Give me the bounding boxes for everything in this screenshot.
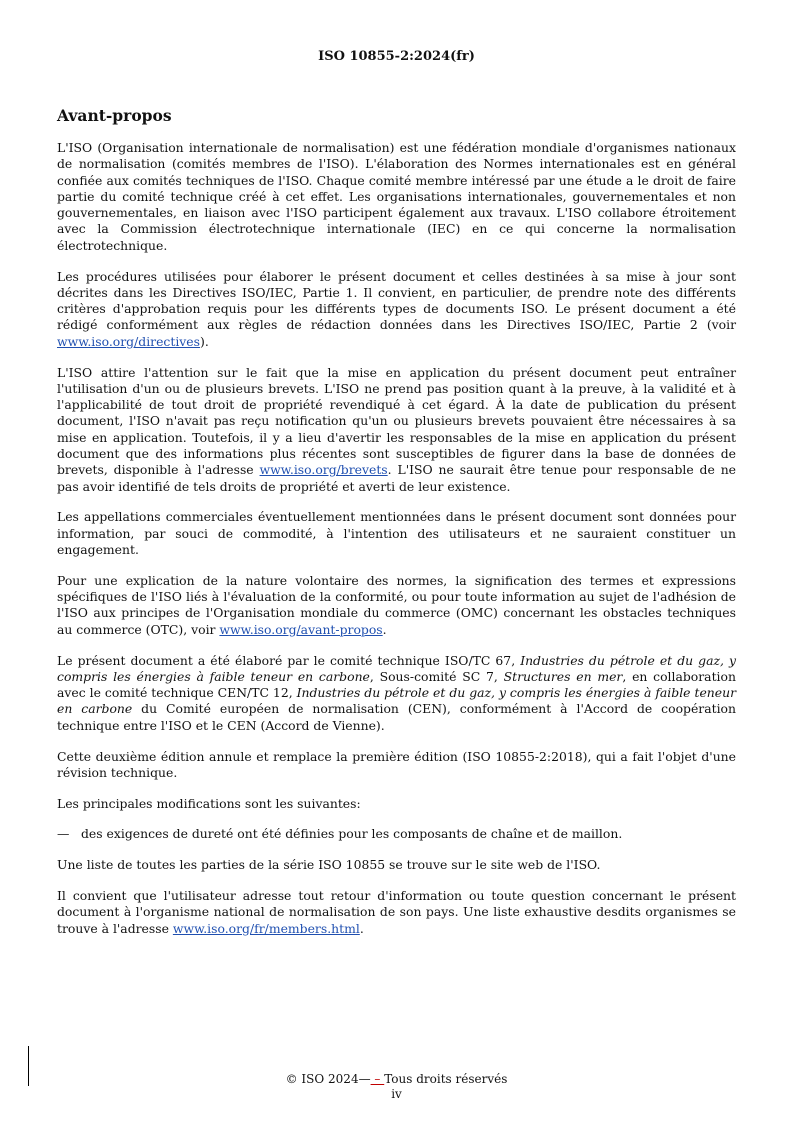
copyright-text: © ISO 2024 [285,1072,359,1086]
paragraph-iso-intro: L'ISO (Organisation internationale de normalisation) est une fédération mondiale d'organismes nationaux de normalisation (comités membres de l'ISO). L'élaboration des Normes internationales est en général confiée aux comités techniques de l'ISO. Chaque comité membre intéressé par une étude a le droit de faire partie du comité technique créé à cet effet. Les organisations internationales, gouvernementales et non gouvernementales, en liaison avec l'ISO participent également aux travaux. L'ISO collabore étroitement avec la Commission électrotechnique internationale (IEC) en ce qui concerne la normalisation électrotechnique. [57,140,736,253]
paragraph-trade-names: Les appellations commerciales éventuellement mentionnées dans le présent document sont données pour information, par souci de commodité, à l'intention des utilisateurs et ne sauraient constituer un engagement. [57,509,736,558]
paragraph-text: Il convient que l'utilisateur adresse tout retour d'information ou toute question concernant le présent document à l'organisme national de normalisation de son pays. Une liste exhaustive desdits organismes se trouve à l'adresse [57,887,736,936]
page-number: iv [391,1087,402,1101]
paragraph-text: Pour une explication de la nature volontaire des normes, la signification des termes et expressions spécifiques de l'ISO liés à l'évaluation de la conformité, ou pour toute information au sujet de l'adhésion de l'ISO aux principes de l'Organisation mondiale du commerce (OMC) concernant les obstacles techniques au commerce (OTC), voir [57,572,736,637]
patents-link[interactable]: www.iso.org/brevets [259,462,388,478]
paragraph-text: , en collaboration avec le comité technique CEN/TC 12, [57,668,736,701]
list-item-text: des exigences de dureté ont été définies pour les composants de chaîne et de maillon. [81,826,623,842]
paragraph-text: Les procédures utilisées pour élaborer le présent document et celles destinées à sa mise à jour sont décrites dans les Directives ISO/IEC, Partie 1. Il convient, en particulier, de prendre note des différents critères d'approbation requis pour les différents types de documents ISO. Le présent document a été rédigé conformément aux règles de rédaction données dans les Directives ISO/IEC, Partie 2 (voir [57,268,736,333]
paragraph-text-end: . [382,621,387,637]
paragraph-feedback [57,888,736,937]
subcommittee-scope: Structures en mer [503,668,623,684]
foreword-link[interactable]: www.iso.org/avant-propos [219,621,383,637]
paragraph-committee [57,653,736,734]
paragraph-text-end: . L'ISO ne saurait être tenue pour responsable de ne pas avoir identifié de tels droits de propriété et averti de leur existence. [57,462,737,494]
copyright-dash: — [358,1072,371,1086]
paragraph-voluntary-nature [57,573,736,638]
paragraph-text-end: . [359,920,364,936]
paragraph-procedures [57,269,736,350]
paragraph-text-end: du Comité européen de normalisation (CEN), conformément à l'Accord de coopération technique entre l'ISO et le CEN (Accord de Vienne). [57,701,736,733]
paragraph-changes-intro: Les principales modifications sont les suivantes: [57,795,361,811]
directives-link[interactable]: www.iso.org/directives [57,333,200,349]
document-id-header: ISO 10855-2:2024(fr) [318,49,475,64]
cen-committee-scope: Industries du pétrole et du gaz, y compris les énergies à faible teneur en carbone [57,685,736,717]
paragraph-text: Le présent document a été élaboré par le comité technique ISO/TC 67, [57,652,521,668]
committee-scope: Industries du pétrole et du gaz, y compris les énergies à faible teneur en carbone [57,652,736,684]
paragraph-edition: Cette deuxième édition annule et remplace la première édition (ISO 10855-2:2018), qui a fait l'objet d'une révision technique. [57,748,736,780]
page-footer [0,1072,793,1102]
tracked-change-mark: – [370,1072,385,1086]
members-link[interactable]: www.iso.org/fr/members.html [172,920,360,936]
paragraph-series: Une liste de toutes les parties de la série ISO 10855 se trouve sur le site web de l'ISO. [57,857,601,873]
copyright-line [0,1072,793,1087]
section-title: Avant-propos [57,106,172,125]
foreword-body [57,140,736,951]
dash-bullet: — [57,826,70,842]
paragraph-text: L'ISO attire l'attention sur le fait que la mise en application du présent document peut entraîner l'utilisation d'un ou de plusieurs brevets. L'ISO ne prend pas position quant à la preuve, à la validité et à l'applicabilité de tout droit de propriété revendiqué à cet égard. À la date de publication du présent document, l'ISO n'avait pas reçu notification qu'un ou plusieurs brevets pouvaient être nécessaires à sa mise en application. Toutefois, il y a lieu d'avertir les responsables de la mise en application du présent document que des informations plus récentes sont susceptibles de figurer dans la base de données de brevets, disponible à l'adresse [57,364,736,478]
paragraph-text-end: ). [200,333,209,349]
paragraph-text: , Sous-comité SC 7, [369,668,504,684]
list-item [57,826,736,842]
paragraph-patents [57,365,736,495]
rights-text: Tous droits réservés [384,1072,508,1086]
